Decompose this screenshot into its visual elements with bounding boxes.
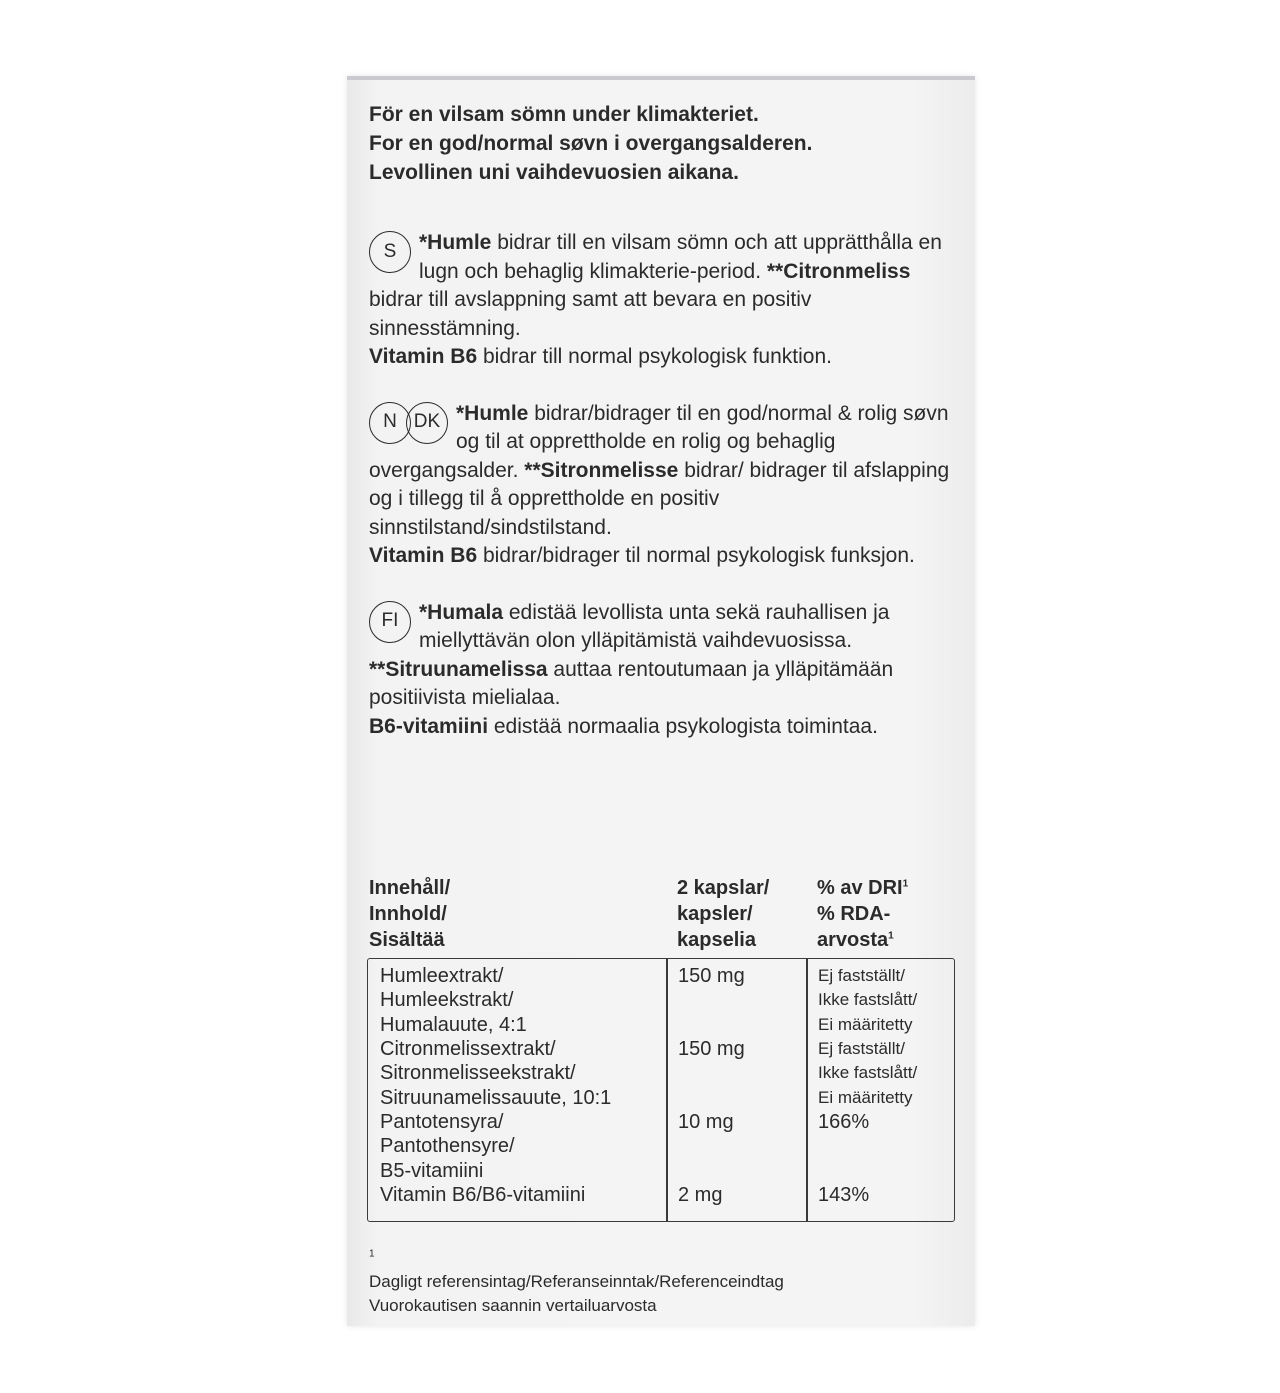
- claim-herb1-se: *Humle: [419, 231, 492, 254]
- claim-text2-nodk: bidrar/ bidrager til afslapping og i tillegg til å opprettholde en positiv sinnstilstand/sindstilstand.: [369, 458, 950, 539]
- language-badges-nodk: [369, 400, 448, 452]
- header-dri: % av DRI$^1$ % RDA- arvosta$^1$: [817, 877, 909, 951]
- claim-text1-nodk: bidrar/bidrager til en god/normal & rolig søvn og til at opprettholde en rolig og behaglig overgangsalder.: [369, 401, 949, 482]
- table-divider: [806, 959, 808, 1221]
- row-dri: 143%: [818, 1184, 870, 1206]
- row-ingredient: Pantotensyra/ Pantothensyre/ B5-vitamiini: [380, 1111, 515, 1182]
- claim-herb2-nodk: **Sitronmelisse: [524, 458, 679, 482]
- headline-no: For en god/normal søvn i overgangsalderen.: [369, 132, 813, 155]
- claim-text2-se: bidrar till avslappning samt att bevara en positiv sinnesstämning.: [369, 288, 812, 340]
- claim-section-se: [369, 229, 959, 372]
- claim-text1-se: bidrar till en vilsam sömn och att upprätthålla en lugn och behaglig klimakterie-period.: [419, 231, 942, 283]
- row-dri: 166%: [818, 1111, 870, 1133]
- language-badge-s: S: [369, 231, 411, 273]
- claim-herb1-nodk: *Humle: [456, 401, 529, 425]
- row-amount: 150 mg: [678, 965, 745, 987]
- claim-section-nodk: [369, 400, 959, 571]
- claim-text3-fi: edistää normaalia psykologista toimintaa.: [488, 714, 878, 738]
- claim-text2-fi: auttaa rentoutumaan ja ylläpitämään positiivista mielialaa.: [369, 657, 894, 709]
- claim-text3-nodk: bidrar/bidrager til normal psykologisk funksjon.: [477, 544, 915, 567]
- header-contents: Innehåll/ Innhold/ Sisältää: [369, 877, 451, 951]
- table-divider: [666, 959, 668, 1221]
- claim-herb2-fi: **Sitruunamelissa: [369, 657, 548, 681]
- language-badge-fi: FI: [369, 601, 411, 643]
- claim-text1-fi: edistää levollista unta sekä rauhallisen ja miellyttävän olon ylläpitämistä vaihdevuosissa.: [419, 600, 890, 652]
- claim-vitamin-nodk: Vitamin B6: [369, 544, 478, 567]
- nutrition-table: [367, 958, 955, 1222]
- language-badge-n: N: [369, 402, 411, 444]
- footnote: $^1$ Dagligt referensintag/Referanseinntak/Referenceindtag Vuorokautisen saannin vertailuarvosta: [369, 1248, 784, 1315]
- claim-section-fi: [369, 599, 959, 742]
- claim-text3-se: bidrar till normal psykologisk funktion.: [477, 345, 832, 368]
- row-ingredient: Citronmelissextrakt/ Sitronmelisseekstrakt/ Sitruunamelissauute, 10:1: [380, 1038, 612, 1109]
- header-dose: 2 kapslar/ kapsler/ kapselia: [677, 877, 770, 951]
- language-badges-fi: [369, 599, 411, 651]
- language-badge-dk: DK: [406, 402, 448, 444]
- row-ingredient: Humleextrakt/ Humleekstrakt/ Humalauute, 4:1: [380, 965, 527, 1036]
- row-amount: 2 mg: [678, 1184, 723, 1206]
- language-badges-se: [369, 229, 411, 281]
- row-ingredient: Vitamin B6/B6-vitamiini: [380, 1184, 586, 1206]
- label-text-content: [369, 100, 959, 741]
- product-label-panel: [347, 76, 975, 1326]
- row-dri: Ej fastställt/ Ikke fastslått/ Ei määritetty: [818, 1039, 918, 1107]
- row-dri: Ej fastställt/ Ikke fastslått/ Ei määritetty: [818, 966, 918, 1034]
- claim-vitamin-se: Vitamin B6: [369, 345, 478, 368]
- row-amount: 10 mg: [678, 1111, 734, 1133]
- claim-vitamin-fi: B6-vitamiini: [369, 714, 489, 738]
- claim-herb1-fi: *Humala: [419, 600, 504, 624]
- headline-se: För en vilsam sömn under klimakteriet.: [369, 103, 759, 126]
- row-amount: 150 mg: [678, 1038, 745, 1060]
- headline-fi: Levollinen uni vaihdevuosien aikana.: [369, 161, 739, 184]
- claim-herb2-se: **Citronmeliss: [766, 259, 911, 283]
